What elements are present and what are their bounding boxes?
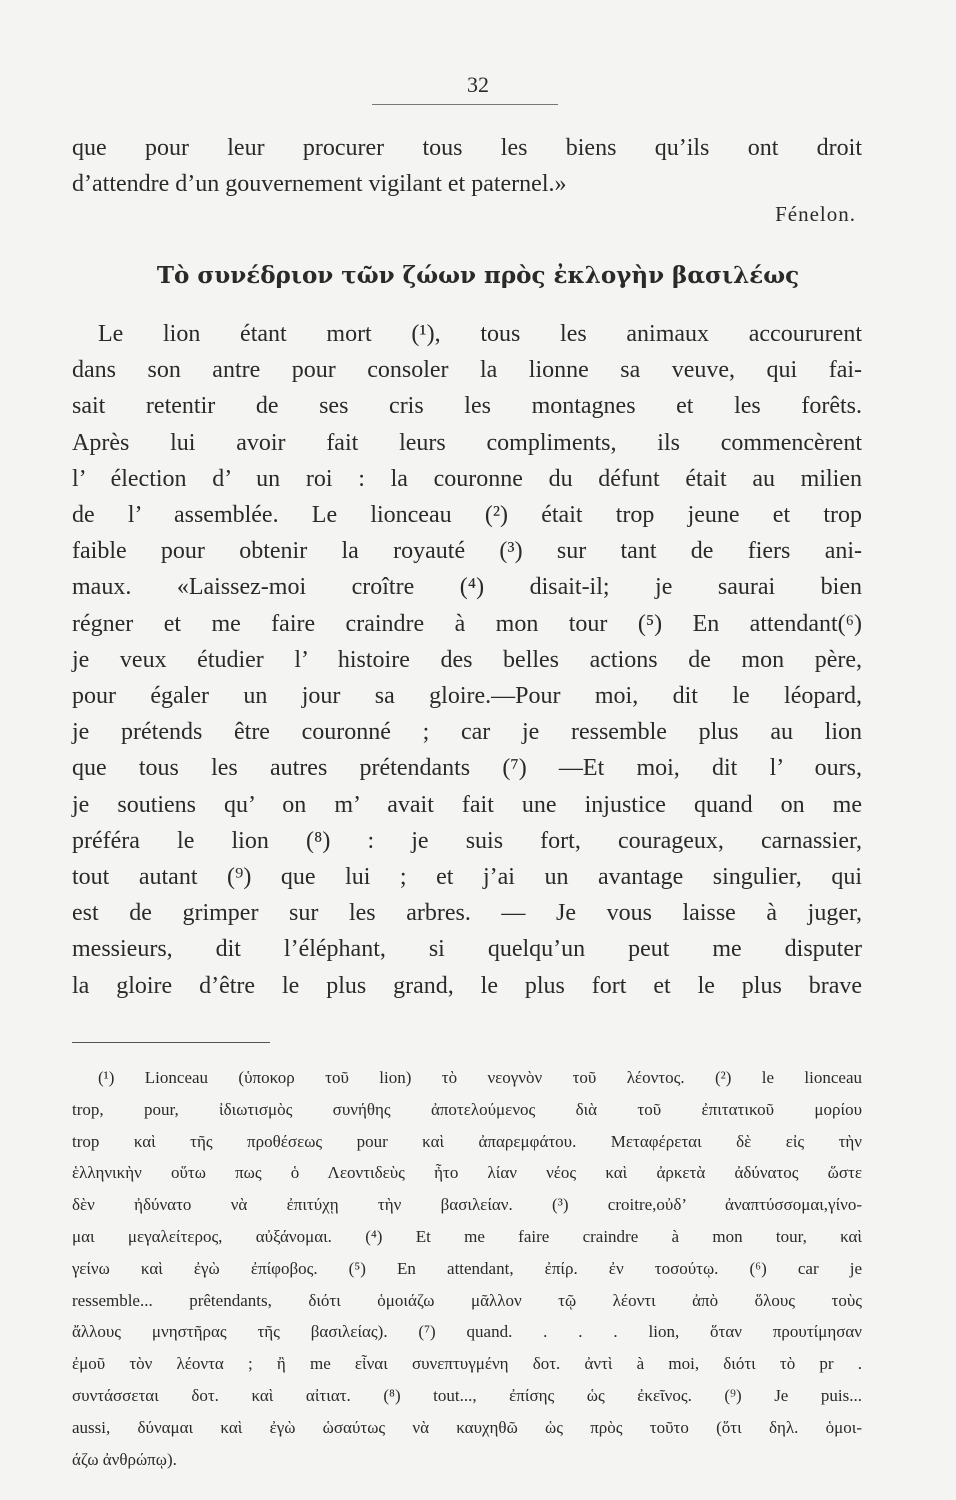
- header-rule: [372, 104, 558, 105]
- body-line: pour égaler un jour sa gloire.—Pour moi, dit le léopard,: [72, 683, 862, 709]
- body-line: que tous les autres prétendants (⁷) —Et moi, dit l’ ours,: [72, 755, 862, 782]
- footnote-rule: [72, 1042, 270, 1043]
- footnote-line: ἑλληνικὴν οὕτω πως ὁ Λεοντιδεὺς ἦτο λίαν νέος καὶ ἀρκετὰ ἀδύνατος ὥστε: [72, 1163, 862, 1183]
- body-line: la gloire d’être le plus grand, le plus fort et le plus brave: [72, 972, 862, 999]
- body-line: messieurs, dit l’éléphant, si quelqu’un peut me disputer: [72, 936, 862, 963]
- footnote-line: trop καὶ τῆς προθέσεως pour καὶ ἀπαρεμφάτου. Μεταφέρεται δὲ εἰς τὴν: [72, 1131, 862, 1151]
- body-line: Après lui avoir fait leurs compliments, ils commencèrent: [72, 429, 862, 456]
- body-line: de l’ assemblée. Le lionceau (²) était trop jeune et trop: [72, 502, 862, 528]
- body-line: est de grimper sur les arbres. — Je vous laisse à juger,: [72, 900, 862, 927]
- footnote-line: μαι μεγαλείτερος, αὐξάνομαι. (⁴) Et me faire craindre à mon tour, καὶ: [72, 1227, 862, 1246]
- footnote-line: (¹) Lionceau (ὑποκορ τοῦ lion) τὸ νεογνὸν τοῦ λέοντος. (²) le lionceau: [98, 1068, 862, 1087]
- footnote-line: ἐμοῦ τὸν λέοντα ; ἢ me εἶναι συνεπτυγμένη δοτ. ἀντὶ à moi, διότι τὸ pr .: [72, 1354, 862, 1374]
- page-number: 32: [467, 72, 489, 97]
- body-line: sait retentir de ses cris les montagnes et les forêts.: [72, 393, 862, 420]
- body-line: dans son antre pour consoler la lionne sa veuve, qui fai-: [72, 357, 862, 384]
- author-signature: Fénelon.: [775, 202, 856, 226]
- footnote-line: ressemble... prêtendants, διότι ὁμοιάζω μᾶλλον τῷ λέοντι ἀπὸ ὅλους τοὺς: [72, 1290, 862, 1310]
- body-line: tout autant (⁹) que lui ; et j’ai un avantage singulier, qui: [72, 864, 862, 890]
- body-line: préféra le lion (⁸) : je suis fort, courageux, carnassier,: [72, 827, 862, 854]
- footnote-line: γείνω καὶ ἐγὼ ἐπίφοβος. (⁵) En attendant, ἐπίρ. ἐν τοσούτῳ. (⁶) car je: [72, 1258, 862, 1278]
- body-line: je soutiens qu’ on m’ avait fait une injustice quand on me: [72, 791, 862, 818]
- body-line: d’attendre d’un gouvernement vigilant et paternel.»: [72, 171, 567, 197]
- footnote-line: trop, pour, ἰδιωτισμὸς συνήθης ἀποτελούμενος διὰ τοῦ ἐπιτατικοῦ μορίου: [72, 1099, 862, 1119]
- footnote-line: aussi, δύναμαι καὶ ἐγὼ ὡσαύτως νὰ καυχηθῶ ὡς πρὸς τοῦτο (ὅτι δηλ. ὁμοι-: [72, 1417, 862, 1437]
- footnote-line: ἄλλους μνηστῆρας τῆς βασιλείας). (⁷) quand. . . . lion, ὅταν προυτίμησαν: [72, 1322, 862, 1342]
- body-line: régner et me faire craindre à mon tour (⁵) En attendant(⁶): [72, 610, 862, 637]
- body-line: Le lion étant mort (¹), tous les animaux accoururent: [98, 321, 862, 347]
- body-line: je prétends être couronné ; car je ressemble plus au lion: [72, 719, 862, 746]
- body-line: je veux étudier l’ histoire des belles actions de mon père,: [72, 646, 862, 673]
- footnote-line: συντάσσεται δοτ. καὶ αἰτιατ. (⁸) tout..., ἐπίσης ὡς ἐκεῖνος. (⁹) Je puis...: [72, 1386, 862, 1405]
- footnote-line: άζω ἀνθρώπῳ).: [72, 1449, 177, 1469]
- body-line: maux. «Laissez-moi croître (⁴) disait-il; je saurai bien: [72, 574, 862, 601]
- body-line: que pour leur procurer tous les biens qu’ils ont droit: [72, 135, 862, 161]
- section-title: Τὸ συνέδριον τῶν ζώων πρὸς ἐκλογὴν βασιλέως: [156, 262, 800, 289]
- body-line: faible pour obtenir la royauté (³) sur tant de fiers ani-: [72, 538, 862, 565]
- body-line: l’ élection d’ un roi : la couronne du défunt était au milien: [72, 465, 862, 492]
- footnote-line: δὲν ἠδύνατο νὰ ἐπιτύχῃ τὴν βασιλείαν. (³) croitre,οὐδ’ ἀναπτύσσομαι,γίνο-: [72, 1195, 862, 1215]
